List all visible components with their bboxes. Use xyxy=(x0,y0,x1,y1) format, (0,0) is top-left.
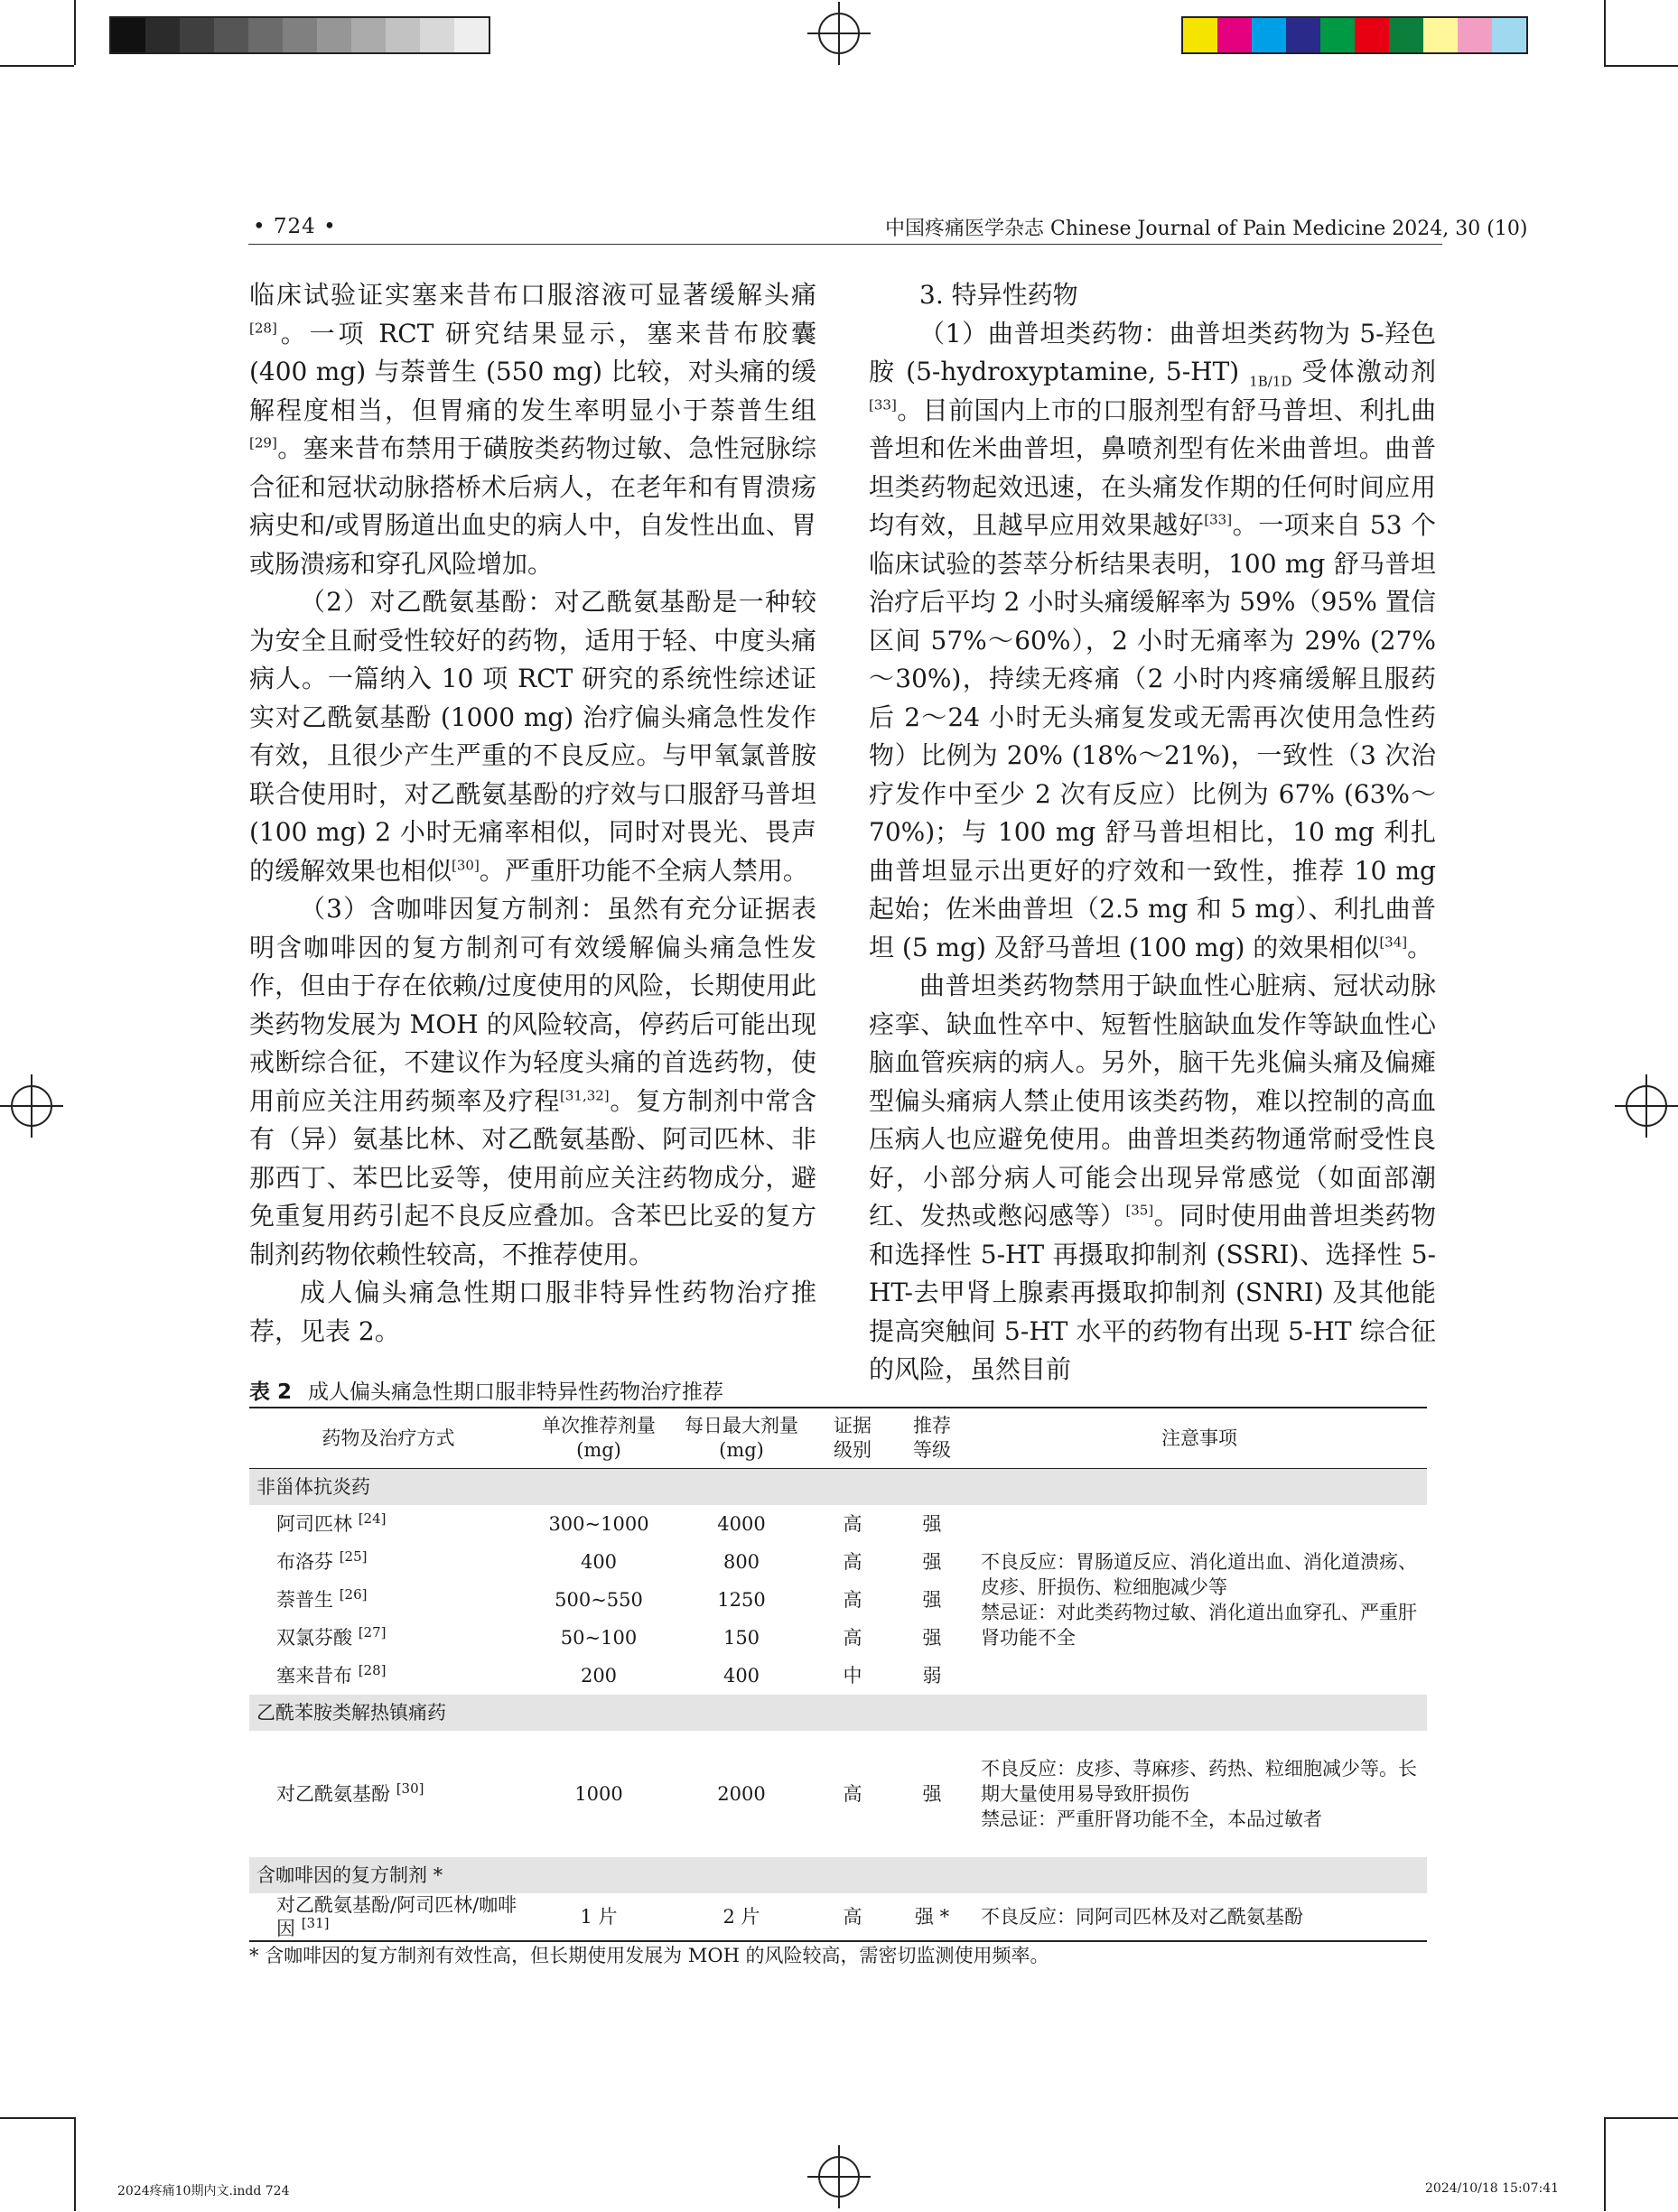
color-swatch xyxy=(1355,18,1389,52)
table-header-row xyxy=(249,1408,1427,1469)
single-dose-cell: 200 xyxy=(580,1665,618,1687)
gray-calibration-bar xyxy=(109,16,490,54)
drug-name-cell: 对乙酰氨基酚/阿司匹林/咖啡因 [31] xyxy=(249,1893,527,1941)
color-swatch xyxy=(1458,18,1492,52)
group-label: 含咖啡因的复方制剂 * xyxy=(249,1857,1427,1893)
grade-cell: 强 xyxy=(922,1783,942,1805)
citation: [35] xyxy=(1125,1202,1154,1219)
paragraph: （3）含咖啡因复方制剂：虽然有充分证据表明含咖啡因的复方制剂可有效缓解偏头痛急性发作，但由于存在依赖/过度使用的风险，长期使用此类药物发展为 MOH 的风险较高，停药后可能出现戒断综合征，不建议作为轻度头痛的首选药物，使用前应关注用药频率及疗程[31,32]。复方制剂中常含有（异）氨基比林、对乙酰氨基酚、阿司匹林、非那西丁、苯巴比妥等，使用前应关注药物成分，避免重复用药引起不良反应叠加。含苯巴比妥的复方制剂药物依赖性较高，不推荐使用。 xyxy=(249,894,816,1269)
group-label: 非甾体抗炎药 xyxy=(249,1469,1427,1506)
section-heading: 3. 特异性药物 xyxy=(919,280,1078,310)
drug-name-cell: 对乙酰氨基酚 [30] xyxy=(276,1780,424,1805)
drug-name-cell: 阿司匹林 [24] xyxy=(276,1510,387,1535)
citation: [31,32] xyxy=(560,1087,610,1104)
journal-header: 中国疼痛医学杂志 Chinese Journal of Pain Medicine 2024, 30 (10) xyxy=(885,218,1528,240)
color-swatch xyxy=(1183,18,1217,52)
crop-mark xyxy=(0,65,74,67)
gray-swatch xyxy=(180,18,214,52)
single-dose-cell: 300~1000 xyxy=(548,1513,649,1535)
color-swatch xyxy=(1252,18,1286,52)
single-dose-cell: 500~550 xyxy=(555,1589,643,1611)
grade-cell: 强 xyxy=(922,1589,942,1611)
table-row xyxy=(249,1893,1427,1941)
table-row xyxy=(249,1505,1427,1543)
single-dose-cell: 1 片 xyxy=(527,1893,670,1941)
table-footnote: * 含咖啡因的复方制剂有效性高，但长期使用发展为 MOH 的风险较高，需密切监测使用频率。 xyxy=(249,1945,1049,1966)
crop-mark xyxy=(1604,0,1606,65)
header-evidence: 证据 级别 xyxy=(813,1408,892,1469)
gray-swatch xyxy=(420,18,454,52)
gray-swatch xyxy=(386,18,420,52)
grade-cell: 强 xyxy=(922,1513,942,1535)
left-text-column xyxy=(249,276,816,1351)
header-single-dose: 单次推荐剂量 (mg) xyxy=(527,1408,670,1469)
gray-swatch xyxy=(111,18,145,52)
paragraph: 曲普坦类药物禁用于缺血性心脏病、冠状动脉痉挛、缺血性卒中、短暂性脑缺血发作等缺血性心脑血管疾病的病人。另外，脑干先兆偏头痛及偏瘫型偏头痛病人禁止使用该类药物，难以控制的高血压病人也应避免使用。曲普坦类药物通常耐受性良好，小部分病人可能会出现异常感觉（如面部潮红、发热或憋闷感等）[35]。同时使用曲普坦类药物和选择性 5-HT 再摄取抑制剂 (SSRI)、选择性 5-HT-去甲肾上腺素再摄取抑制剂 (SNRI) 及其他能提高突触间 5-HT 水平的药物有出现 5-HT 综合征的风险，虽然目前 xyxy=(869,971,1436,1384)
drug-name-cell: 双氯芬酸 [27] xyxy=(276,1624,387,1649)
citation: [33] xyxy=(869,396,897,414)
drug-name-cell: 塞来昔布 [28] xyxy=(276,1662,387,1687)
header-grade: 推荐 等级 xyxy=(892,1408,972,1469)
evidence-cell: 高 xyxy=(843,1551,862,1573)
drug-name-cell: 萘普生 [26] xyxy=(276,1586,368,1611)
table-label: 表 2 xyxy=(249,1380,293,1404)
gray-swatch xyxy=(454,18,489,52)
color-swatch xyxy=(1320,18,1355,52)
crop-mark xyxy=(74,2117,76,2211)
max-dose-cell: 4000 xyxy=(717,1513,766,1535)
gray-swatch xyxy=(351,18,386,52)
max-dose-cell: 150 xyxy=(722,1627,760,1649)
max-dose-cell: 800 xyxy=(722,1551,760,1573)
citation: [27] xyxy=(358,1624,387,1640)
citation: [25] xyxy=(339,1548,368,1565)
crop-mark xyxy=(1604,65,1678,67)
citation: [28] xyxy=(358,1662,387,1678)
registration-mark-left xyxy=(0,1074,63,1138)
notes-cell: 不良反应：胃肠道反应、消化道出血、消化道溃疡、皮疹、肝损伤、粒细胞减少等 禁忌证：对此类药物过敏、消化道出血穿孔、严重肝肾功能不全 xyxy=(981,1551,1417,1649)
table-group-row xyxy=(249,1695,1427,1731)
grade-cell: 弱 xyxy=(922,1665,942,1687)
single-dose-cell: 400 xyxy=(580,1551,618,1573)
evidence-cell: 高 xyxy=(843,1589,862,1611)
citation: [30] xyxy=(396,1780,424,1797)
crop-mark xyxy=(0,2117,74,2119)
registration-mark-top xyxy=(807,2,871,65)
drug-name-cell: 布洛芬 [25] xyxy=(276,1548,368,1573)
citation: [24] xyxy=(358,1510,387,1527)
evidence-cell: 高 xyxy=(843,1513,862,1535)
crop-mark xyxy=(1604,2117,1606,2211)
header-rule xyxy=(248,244,1442,245)
max-dose-cell: 2000 xyxy=(717,1783,766,1805)
evidence-cell: 高 xyxy=(843,1627,862,1649)
registration-mark-right xyxy=(1615,1074,1678,1138)
slug-timestamp: 2024/10/18 15:07:41 xyxy=(1425,2181,1560,2196)
max-dose-cell: 2 片 xyxy=(670,1893,813,1941)
paragraph: （2）对乙酰氨基酚：对乙酰氨基酚是一种较为安全且耐受性较好的药物，适用于轻、中度头痛病人。一篇纳入 10 项 RCT 研究的系统性综述证实对乙酰氨基酚 (1000 mg) 治疗偏头痛急性发作有效，且很少产生严重的不良反应。与甲氧氯普胺联合使用时，对乙酰氨基酚的疗效与口服舒马普坦 (100 mg) 2 小时无痛率相似，同时对畏光、畏声的缓解效果也相似[30]。严重肝功能不全病人禁用。 xyxy=(249,587,816,886)
table-title: 成人偏头痛急性期口服非特异性药物治疗推荐 xyxy=(308,1380,724,1404)
single-dose-cell: 1000 xyxy=(574,1783,623,1805)
max-dose-cell: 1250 xyxy=(717,1589,766,1611)
registration-mark-bottom xyxy=(807,2145,871,2208)
paragraph: 成人偏头痛急性期口服非特异性药物治疗推荐，见表 2。 xyxy=(249,1278,816,1346)
table-caption xyxy=(249,1375,723,1405)
grade-cell: 强 xyxy=(922,1627,942,1649)
citation: [31] xyxy=(301,1915,330,1931)
color-swatch xyxy=(1389,18,1423,52)
color-swatch xyxy=(1217,18,1252,52)
paragraph: （1）曲普坦类药物：曲普坦类药物为 5-羟色胺 (5-hydroxyptamine, 5-HT) $_{1B/1D}$ 受体激动剂[33]。目前国内上市的口服剂型有舒马普坦、利扎曲普坦和佐米曲普坦，鼻喷剂型有佐米曲普坦。曲普坦类药物起效迅速，在头痛发作期的任何时间应用均有效，且越早应用效果越好[33]。一项来自 53 个临床试验的荟萃分析结果表明，100 mg 舒马普坦治疗后平均 2 小时头痛缓解率为 59%（95% 置信区间 57%～60%），2 小时无痛率为 29% (27%～30%)，持续无疼痛（2 小时内疼痛缓解且服药后 2～24 小时无头痛复发或无需再次使用急性药物）比例为 20% (18%～21%)，一致性（3 次治疗发作中至少 2 次有反应）比例为 67% (63%～70%)；与 100 mg 舒马普坦相比，10 mg 利扎曲普坦显示出更好的疗效和一致性，推荐 10 mg 起始；佐米曲普坦（2.5 mg 和 5 mg）、利扎曲普坦 (5 mg) 及舒马普坦 (100 mg) 的效果相似[34]。 xyxy=(869,318,1436,962)
table-row xyxy=(249,1731,1427,1857)
table-group-row xyxy=(249,1469,1427,1506)
gray-swatch xyxy=(283,18,317,52)
color-swatch xyxy=(1423,18,1458,52)
page-number: • 724 • xyxy=(253,215,337,238)
crop-mark xyxy=(74,0,76,65)
right-text-column xyxy=(869,276,1436,1389)
citation: [26] xyxy=(339,1586,368,1603)
gray-swatch xyxy=(248,18,283,52)
group-label: 乙酰苯胺类解热镇痛药 xyxy=(249,1695,1427,1731)
gray-swatch xyxy=(145,18,180,52)
grade-cell: 强 * xyxy=(892,1893,972,1941)
citation: [28] xyxy=(249,320,277,337)
table-group-row xyxy=(249,1857,1427,1893)
crop-mark xyxy=(1604,2117,1678,2119)
color-calibration-bar xyxy=(1181,16,1528,54)
notes-cell: 不良反应：同阿司匹林及对乙酰氨基酚 xyxy=(972,1893,1427,1941)
header-drug: 药物及治疗方式 xyxy=(249,1408,527,1469)
slug-filename: 2024疼痛10期内文.indd 724 xyxy=(117,2184,290,2198)
drug-recommendation-table xyxy=(249,1407,1427,1942)
header-notes: 注意事项 xyxy=(972,1408,1427,1469)
max-dose-cell: 400 xyxy=(722,1665,760,1687)
evidence-cell: 中 xyxy=(843,1665,862,1687)
color-swatch xyxy=(1286,18,1320,52)
single-dose-cell: 50~100 xyxy=(560,1627,638,1649)
gray-swatch xyxy=(317,18,351,52)
citation: [30] xyxy=(452,857,480,874)
evidence-cell: 高 xyxy=(813,1893,892,1941)
grade-cell: 强 xyxy=(922,1551,942,1573)
citation: [29] xyxy=(249,434,277,451)
citation: [33] xyxy=(1204,511,1233,528)
paragraph: 临床试验证实塞来昔布口服溶液可显著缓解头痛[28]。一项 RCT 研究结果显示，塞来昔布胶囊 (400 mg) 与萘普生 (550 mg) 比较，对头痛的缓解程度相当，但胃痛的发生率明显小于萘普生组[29]。塞来昔布禁用于磺胺类药物过敏、急性冠脉综合征和冠状动脉搭桥术后病人，在老年和有胃溃疡病史和/或胃肠道出血史的病人中，自发性出血、胃或肠溃疡和穿孔风险增加。 xyxy=(249,280,816,579)
gray-swatch xyxy=(214,18,248,52)
color-swatch xyxy=(1492,18,1526,52)
notes-cell: 不良反应：皮疹、荨麻疹、药热、粒细胞减少等。长期大量使用易导致肝损伤 禁忌证：严重肝肾功能不全，本品过敏者 xyxy=(981,1758,1417,1830)
citation: [34] xyxy=(1379,934,1408,951)
header-max-dose: 每日最大剂量 (mg) xyxy=(670,1408,813,1469)
evidence-cell: 高 xyxy=(843,1783,862,1805)
